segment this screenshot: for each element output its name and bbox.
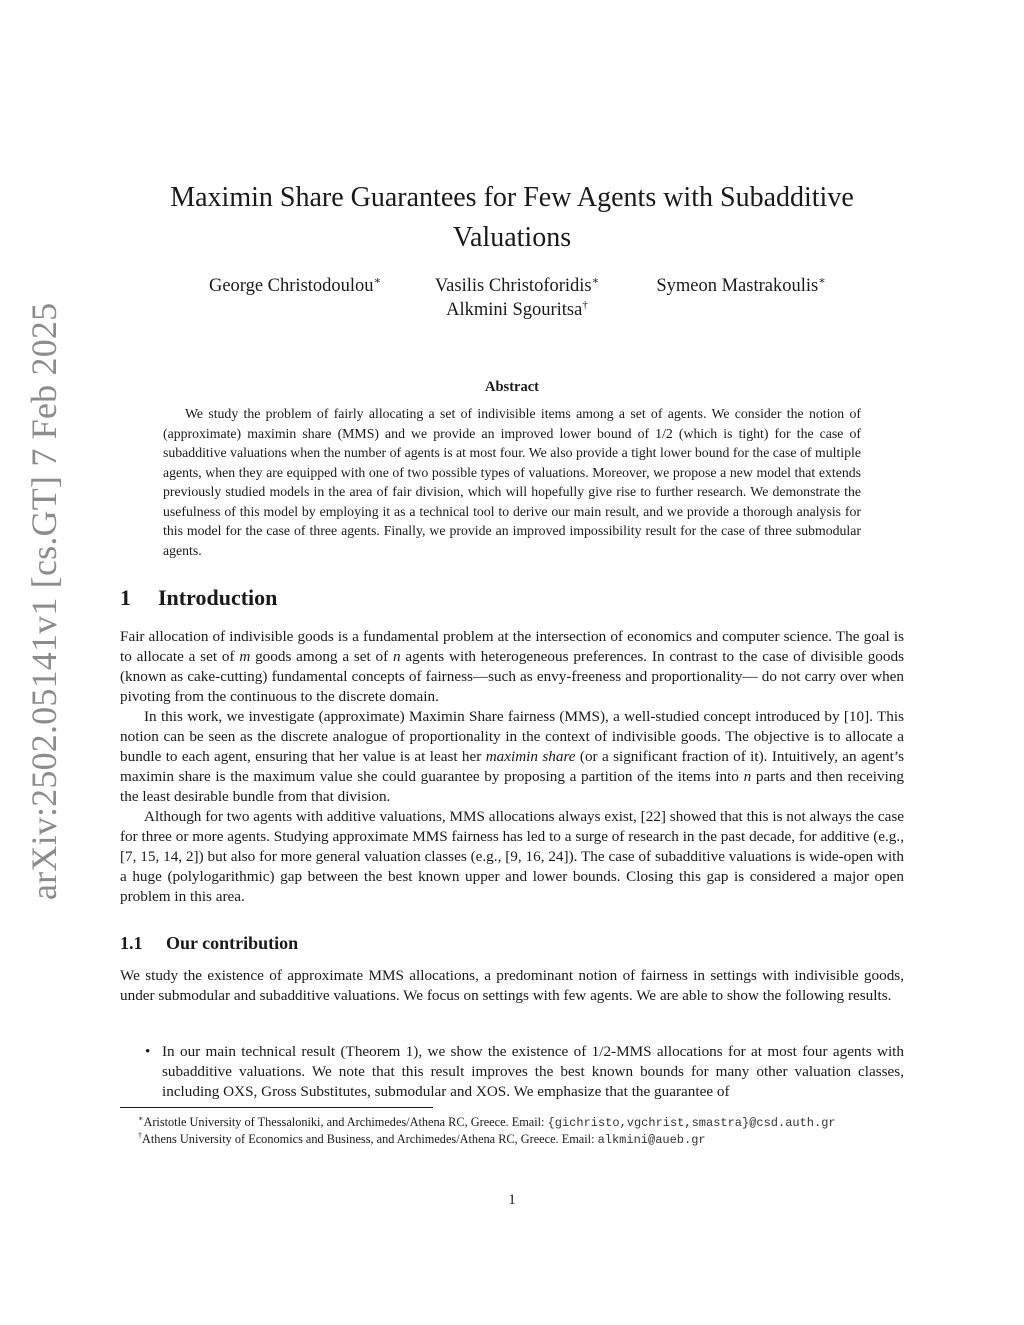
- footnote-text: Aristotle University of Thessaloniki, and Archimedes/Athena RC, Greece. Email:: [143, 1115, 548, 1129]
- subsection-heading-our-contribution: [120, 930, 298, 956]
- section-title: Introduction: [158, 585, 278, 610]
- text-run: Fair allocation of indivisible goods is a fundamental problem at the intersection of economics and computer science. The goal is to allocate a set of: [120, 628, 904, 665]
- math-variable-n: n: [743, 768, 752, 785]
- subsection-title: Our contribution: [166, 933, 299, 953]
- contribution-paragraph: We study the existence of approximate MMS allocations, a predominant notion of fairness in settings with indivisible goods, under submodular and subadditive valuations. We focus on settings with few agents. We are able to show the following results.: [120, 967, 904, 1004]
- footnote-mark: †: [138, 1131, 142, 1140]
- author-vasilis-christoforidis: [412, 274, 622, 298]
- affiliation-mark: ∗: [591, 275, 600, 287]
- affiliation-mark: ∗: [373, 275, 382, 287]
- text-run: (or a significant fraction of it). Intuitively, an agent’s maximin share is the maximum value she could guarantee by proposing a partition of the items into: [120, 748, 904, 785]
- fraction-one-half: 1/2: [591, 1043, 612, 1060]
- author-name: George Christodoulou: [208, 276, 374, 296]
- intro-paragraph-1: [120, 627, 904, 707]
- intro-paragraph-3: Although for two agents with additive valuations, MMS allocations always exist, [22] showed that this is not always the case for three or more agents. Studying approximate MMS fairness has led to a surge of research in the past decade, for additive (e.g., [7, 15, 14, 2]) but also for more general valuation classes (e.g., [9, 16, 24]). The case of subadditive valuations is wide-open with a huge (polylogarithmic) gap between the best known upper and lower bounds. Closing this gap is considered a major open problem in this area.: [120, 808, 904, 905]
- footnote-affiliation-2: [138, 1131, 908, 1149]
- author-name: Vasilis Christoforidis: [434, 276, 592, 296]
- section-heading-introduction: [120, 583, 277, 613]
- affiliation-mark: †: [582, 299, 588, 311]
- bullet-marker: •: [145, 1043, 151, 1060]
- math-variable-m: m: [239, 648, 251, 665]
- footnote-affiliation-1: [138, 1114, 908, 1132]
- abstract-text: We study the problem of fairly allocating a set of indivisible items among a set of agents. We consider the notion of (approximate) maximin share (MMS) and we provide an improved lower bound of 1/2 (which is tight) for the case of subadditive valuations when the number of agents is at most four. We also provide a tight lower bound for the case of multiple agents, when they are equipped with one of two possible types of valuations. Moreover, we propose a new model that extends previously studied models in the area of fair division, which will hopefully give rise to further research. We demonstrate the usefulness of this model by employing it as a technical tool to derive our main result, and we provide a thorough analysis for this model for the case of three agents. Finally, we provide an improved impossibility result for the case of three submodular agents.: [163, 406, 861, 558]
- emphasis-maximin-share: maximin share: [485, 748, 576, 765]
- text-run: goods among a set of: [250, 648, 393, 665]
- footnote-email-link[interactable]: alkmini@aueb.gr: [597, 1133, 706, 1147]
- author-george-christodoulou: [190, 274, 400, 298]
- text-run: agents with heterogeneous preferences. In contrast to the case of divisible goods (known as cake-cutting) fundamental concepts of fairness—such as envy-freeness and proportionality— do not carry over when pivoting from the continuous to the discrete domain.: [120, 648, 904, 705]
- section-number: 1: [120, 585, 131, 610]
- author-symeon-mastrakoulis: [636, 274, 846, 298]
- author-alkmini-sgouritsa: [412, 298, 622, 322]
- subsection-number: 1.1: [120, 933, 143, 953]
- text-run: In our main technical result (Theorem 1), we show the existence of: [162, 1043, 592, 1060]
- list-item: [140, 1042, 904, 1102]
- text-run: -MMS allocations for at most four agents with subadditive valuations. We note that this result improves the best known bounds for many other valuation classes, including OXS, Gross Substitutes, submodular and XOS. We emphasize that the guarantee of: [162, 1043, 904, 1100]
- math-variable-n: n: [393, 648, 401, 665]
- footnote-text: Athens University of Economics and Business, and Archimedes/Athena RC, Greece. Email:: [142, 1132, 598, 1146]
- footnote-mark: ∗: [138, 1114, 144, 1123]
- intro-paragraph-2: [120, 707, 904, 807]
- footnote-divider: [120, 1107, 433, 1108]
- author-name: Alkmini Sgouritsa: [446, 300, 583, 320]
- arxiv-identifier-stamp: arXiv:2502.05141v1 [cs.GT] 7 Feb 2025: [24, 302, 64, 900]
- abstract-heading: Abstract: [485, 379, 539, 395]
- page-number: 1: [508, 1192, 516, 1208]
- text-run: In this work, we investigate (approximate) Maximin Share fairness (MMS), a well-studied concept introduced by [10]. This notion can be seen as the discrete analogue of proportionality in the context of indivisible goods. The objective is to allocate a bundle to each agent, ensuring that her value is at least her: [120, 708, 904, 765]
- footnote-email-link[interactable]: {gichristo,vgchrist,smastra}@csd.auth.gr: [547, 1116, 836, 1130]
- text-run: parts and then receiving the least desirable bundle from that division.: [120, 768, 904, 805]
- author-name: Symeon Mastrakoulis: [656, 276, 819, 296]
- affiliation-mark: ∗: [818, 275, 826, 287]
- contribution-list: [140, 1042, 904, 1102]
- paper-title: Maximin Share Guarantees for Few Agents with Subadditive Valuations: [170, 182, 854, 253]
